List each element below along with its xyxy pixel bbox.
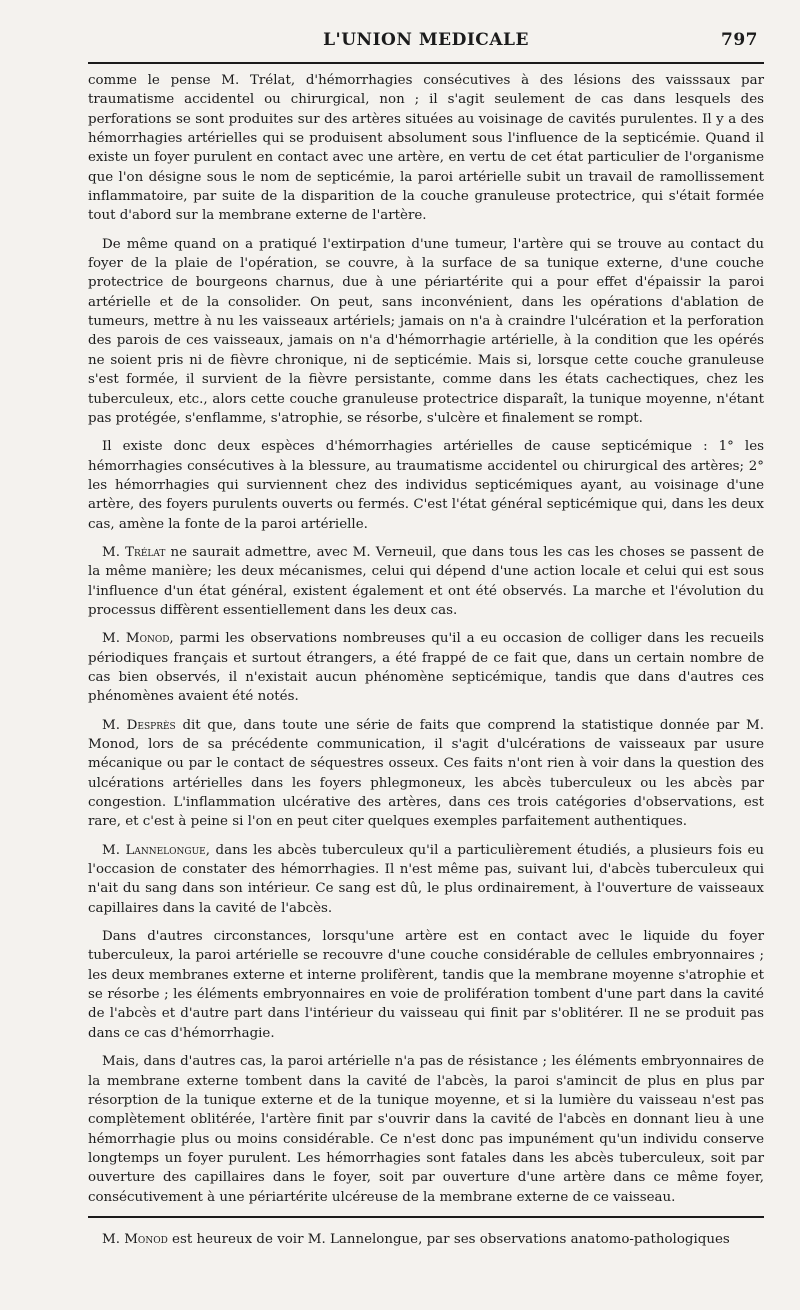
paragraph-two-species: Il existe donc deux espèces d'hémorrhagies artérielles de cause septicémique : 1° les hémorrhagies consécutives à la blessure, au traumatisme accidentel ou chirurgical des artères; 2° les hémorrhagies qui surviennent chez des individus septicémiques ayant, au voisinage d'une artère, des foyers purulents ouverts ou fermés. C'est l'état général septicémique qui, dans les deux cas, amène la fonte de la paroi artérielle.	[88, 439, 764, 532]
page-number: 797	[721, 30, 758, 50]
paragraph-text: dit que, dans toute une série de faits que comprend la statistique donnée par M. Monod, lors de sa précédente communication, il s'agit d'ulcérations de vaisseaux par usure mécanique ou par le contact de séquestres osseux. Ces faits n'ont rien à voir dans la question des ulcérations artérielles dans les foyers phlegmoneux, les abcès tuberculeux ou les abcès par congestion. L'inflammation ulcérative des artères, dans ces trois catégories d'observations, est rare, et c'est à peine si l'on en peut citer quelques exemples parfaitement authentiques.	[88, 717, 765, 830]
paragraph-continuation: comme le pense M. Trélat, d'hémorrhagies consécutives à des lésions des vaisssaux par traumatisme accidentel ou chirurgical, non ; il s'agit seulement de cas dans lesquels des perforations se sont produites sur des artères situées au voisinage de cavités purulentes. Il y a des hémorrhagies artérielles qui se produisent absolument sous l'influence de la septicémie. Quand il existe un foyer purulent en contact avec une artère, en vertu de cet état particulier de l'organisme que l'on désigne sous le nom de septicémie, la paroi artérielle subit un travail de ramollissement inflammatoire, par suite de la disparition de la couche granuleuse protectrice, qui s'était formée tout d'abord sur la membrane externe de l'artère.	[88, 73, 764, 224]
paragraph-despres	[88, 716, 764, 832]
paragraph-monod-final	[88, 1230, 764, 1249]
paragraph-trelat	[88, 543, 764, 620]
speaker-name: M. Trélat	[102, 544, 166, 560]
paragraph-text: est heureux de voir M. Lannelongue, par ses observations anatomo-pathologiques	[167, 1231, 730, 1247]
paragraph-monod	[88, 629, 764, 706]
paragraph-lannelongue	[88, 841, 764, 918]
journal-title: L'UNION MEDICALE	[323, 30, 529, 50]
running-header	[88, 28, 764, 58]
speaker-name: M. Monod	[102, 1231, 168, 1247]
paragraph-text: , parmi les observations nombreuses qu'il a eu occasion de colliger dans les recueils périodiques français et surtout étrangers, a été frappé de ce fait que, dans un certain nombre de cas bien observés, il n'existait aucun phénomène septicémique, tandis que dans d'autres ces phénomènes avaient été notés.	[88, 631, 764, 705]
paragraph-other-circumstances: Dans d'autres circonstances, lorsqu'une artère est en contact avec le liquide du foyer tuberculeux, la paroi artérielle se recouvre d'une couche considérable de cellules embryonnaires ; les deux membranes externe et interne prolifèrent, tandis que la membrane moyenne s'atrophie et se résorbe ; les éléments embryonnaires en voie de prolifération tombent d'une part dans la cavité de l'abcès et d'autre part dans l'intérieur du vaisseau qui finit par s'oblitérer. Il ne se produit pas dans ce cas d'hémorrhagie.	[88, 929, 764, 1041]
header-rule	[88, 62, 764, 64]
section-rule	[88, 1216, 764, 1218]
paragraph-text: , dans les abcès tuberculeux qu'il a particulièrement étudiés, a plusieurs fois eu l'occasion de constater des hémorrhagies. Il n'est même pas, suivant lui, d'abcès tuberculeux qui n'ait du sang dans son intérieur. Ce sang est dû, le plus ordinairement, à l'ouverture de vaisseaux capillaires dans la cavité de l'abcès.	[88, 842, 764, 916]
speaker-name: M. Desprès	[102, 717, 176, 733]
paragraph-text: ne saurait admettre, avec M. Verneuil, que dans tous les cas les choses se passent de la même manière; les deux mécanismes, celui qui dépend d'une action locale et celui qui est sous l'influence d'un état général, existent également et ont été observés. La marche et l'évolution du processus diffèrent essentiellement dans les deux cas.	[88, 544, 764, 618]
paragraph-extirpation: De même quand on a pratiqué l'extirpation d'une tumeur, l'artère qui se trouve au contact du foyer de la plaie de l'opération, se couvre, à la surface de sa tunique externe, d'une couche protectrice de bourgeons charnus, due à une périartérite qui a pour effet d'épaissir la paroi artérielle et de la consolider. On peut, sans inconvénient, dans les opérations d'ablation de tumeurs, mettre à nu les vaisseaux artériels; jamais on n'a à craindre l'ulcération et la perforation des parois de ces vaisseaux, jamais on n'a d'hémorrhagie artérielle, à la condition que les opérés ne soient pris ni de fièvre chronique, ni de septicémie. Mais si, lorsque cette couche granuleuse s'est formée, il survient de la fièvre persistante, comme dans les états cachectiques, chez les tuberculeux, etc., alors cette couche granuleuse protectrice disparaît, la tunique moyenne, n'étant pas protégée, s'enflamme, s'atrophie, se résorbe, s'ulcère et finalement se rompt.	[88, 236, 764, 426]
journal-page	[88, 28, 764, 1249]
speaker-name: M. Lannelongue	[102, 842, 206, 858]
speaker-name: M. Monod	[102, 631, 170, 647]
paragraph-other-cases: Mais, dans d'autres cas, la paroi artérielle n'a pas de résistance ; les éléments embryonnaires de la membrane externe tombent dans la cavité de l'abcès, la paroi s'amincit de plus en plus par résorption de la tunique externe et de la tunique moyenne, et si la lumière du vaisseau n'est pas complètement oblitérée, l'artère finit par s'ouvrir dans la cavité de l'abcès en donnant lieu à une hémorrhagie plus ou moins considérable. Ce n'est donc pas impunément qu'un individu conserve longtemps un foyer purulent. Les hémorrhagies sont fatales dans les abcès tuberculeux, soit par ouverture des capillaires dans le foyer, soit par ouverture d'une artère dans ce même foyer, consécutivement à une périartérite ulcéreuse de la membrane externe de ce vaisseau.	[88, 1054, 764, 1205]
